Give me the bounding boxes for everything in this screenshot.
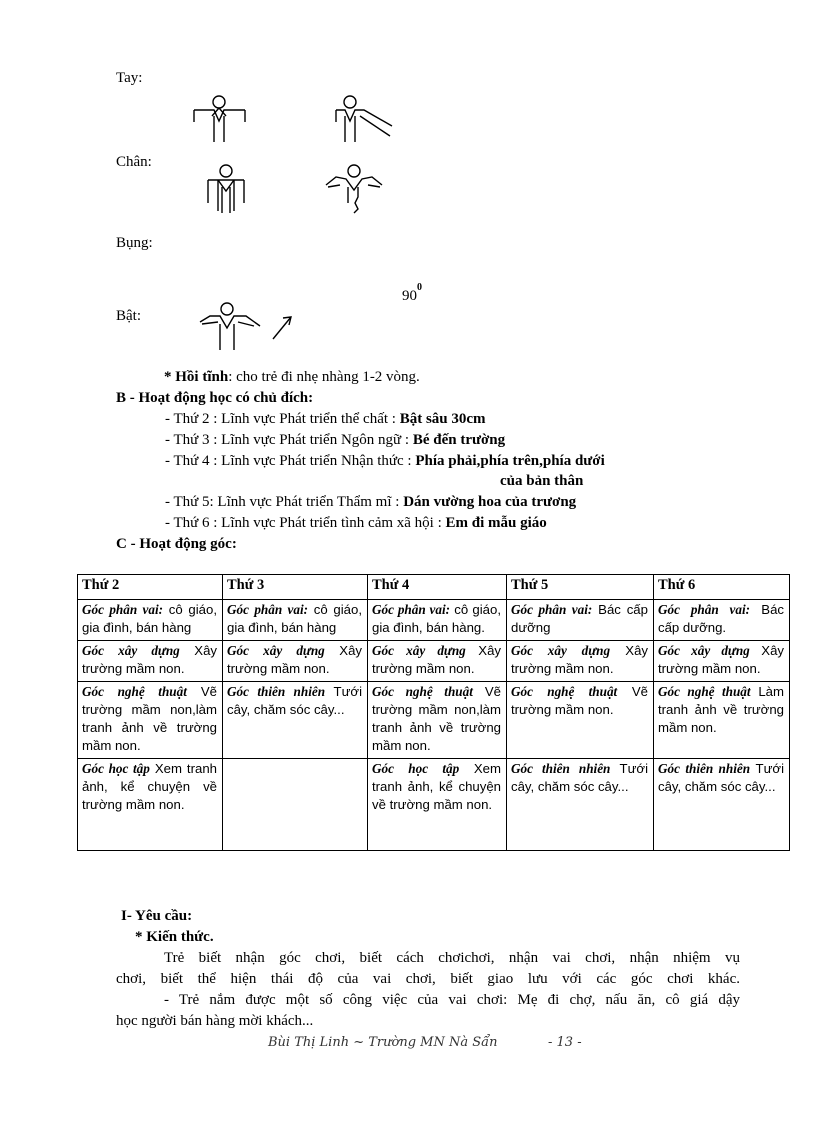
activity-item-topic: Dán vường hoa của trương <box>403 494 577 510</box>
corner-label: Góc phân vai: <box>82 602 164 617</box>
activity-item <box>165 432 505 449</box>
activity-item-domain: - Thứ 3 : Lĩnh vực Phát triển Ngôn ngữ : <box>165 432 413 448</box>
leg-exercise-figure-1-icon <box>200 163 250 217</box>
column-header: Thứ 6 <box>654 575 790 600</box>
requirements-title: I- Yêu cầu: <box>121 908 193 924</box>
exercise-label-bung: Bụng: <box>116 235 153 251</box>
table-cell <box>507 641 654 682</box>
section-b-title: B - Hoạt động học có chủ đích: <box>116 390 314 406</box>
table-cell <box>507 682 654 759</box>
column-header: Thứ 4 <box>368 575 507 600</box>
corner-label: Góc xây dựng <box>372 643 466 658</box>
corner-label: Góc nghệ thuật <box>658 684 751 699</box>
table-cell-empty <box>223 759 368 851</box>
cool-down-text: : cho trẻ đi nhẹ nhàng 1-2 vòng. <box>228 369 420 385</box>
corner-text: Xây trường mầm non. <box>227 643 362 676</box>
corner-text: Tưới cây, chăm sóc cây... <box>227 684 363 717</box>
table-cell <box>223 641 368 682</box>
table-cell <box>507 759 654 851</box>
corner-text: Xây trường mầm non. <box>511 643 649 676</box>
corner-text: Vẽ trường mầm non,làm tranh ảnh về trường mầm non. <box>372 684 501 753</box>
angle-label <box>402 282 422 305</box>
corner-label: Góc phân vai: <box>658 602 751 617</box>
table-cell <box>78 682 223 759</box>
corner-text: Xây trường mầm non. <box>372 643 501 676</box>
activity-item-domain: - Thứ 2 : Lĩnh vực Phát triển thể chất : <box>165 411 400 427</box>
corner-label: Góc thiên nhiên <box>511 761 611 776</box>
activity-item-domain: - Thứ 6 : Lĩnh vực Phát triển tình cảm xã hội : <box>165 515 446 531</box>
corner-text: Tưới cây, chăm sóc cây... <box>658 761 785 794</box>
corner-text: Vẽ trường mầm non. <box>511 684 648 717</box>
corner-text: Làm tranh ảnh về trường mầm non. <box>658 684 784 735</box>
exercise-label-tay: Tay: <box>116 70 143 86</box>
exercise-label-chan: Chân: <box>116 154 152 170</box>
table-cell <box>654 759 790 851</box>
corner-label: Góc nghệ thuật <box>372 684 473 699</box>
arm-exercise-figure-2-icon <box>330 94 398 148</box>
corner-text: Xem tranh ảnh, kể chuyện về trường mầm non. <box>372 761 502 812</box>
table-cell <box>368 600 507 641</box>
activity-item <box>165 515 547 532</box>
paragraph-line: Trẻ biết nhận góc chơi, biết cách chơichơi, nhận vai chơi, nhận nhiệm vụ <box>164 950 740 966</box>
table-cell <box>507 600 654 641</box>
table-cell <box>654 682 790 759</box>
corner-label: Góc xây dựng <box>511 643 611 658</box>
exercise-label-bat: Bật: <box>116 308 141 324</box>
table-cell <box>223 682 368 759</box>
corner-label: Góc phân vai: <box>372 602 451 617</box>
activity-item-domain: - Thứ 5: Lĩnh vực Phát triển Thẩm mĩ : <box>165 494 404 510</box>
corner-text: Xem tranh ảnh, kể chuyện về trường mầm non. <box>82 761 217 812</box>
table-row <box>78 682 790 759</box>
table-row <box>78 641 790 682</box>
cool-down-line <box>164 369 420 386</box>
activity-item <box>165 494 576 511</box>
angle-degree: 0 <box>417 282 422 293</box>
corner-label: Góc nghệ thuật <box>511 684 618 699</box>
section-c-title: C - Hoạt động góc: <box>116 536 237 552</box>
activity-item <box>165 453 605 470</box>
column-header: Thứ 5 <box>507 575 654 600</box>
corner-label: Góc xây dựng <box>82 643 180 658</box>
table-cell <box>368 759 507 851</box>
column-header: Thứ 2 <box>78 575 223 600</box>
activity-item-topic: Bé đến trường <box>412 432 506 448</box>
corner-text: Bác cấp dưỡng. <box>658 602 784 635</box>
corner-text: Vẽ trường mầm non,làm tranh ảnh về trường mầm non. <box>82 684 217 753</box>
corner-label: Góc xây dựng <box>658 643 750 658</box>
table-cell <box>368 641 507 682</box>
paragraph-line: - Trẻ nắm được một số công việc của vai chơi: Mẹ đi chợ, nấu ăn, cô giá dậy <box>164 992 740 1008</box>
table-header-row <box>78 575 790 600</box>
corner-text: cô giáo, gia đình, bán hàng <box>227 602 362 635</box>
leg-exercise-figure-2-icon <box>322 163 384 217</box>
activity-item-domain: - Thứ 4 : Lĩnh vực Phát triển Nhận thức : <box>165 453 416 469</box>
corner-text: Tưới cây, chăm sóc cây... <box>511 761 649 794</box>
paragraph-line: chơi, biết thể hiện thái độ của vai chơi, biết giao lưu với các góc chơi khác. <box>116 971 740 987</box>
cool-down-label: * Hồi tĩnh <box>164 369 229 385</box>
column-header: Thứ 3 <box>223 575 368 600</box>
corner-text: cô giáo, gia đình, bán hàng. <box>372 602 501 635</box>
footer-author: Bùi Thị Linh ~ Trường MN Nà Sẩn <box>268 1035 498 1050</box>
table-cell <box>78 759 223 851</box>
table-row <box>78 600 790 641</box>
knowledge-title: * Kiến thức. <box>135 929 214 945</box>
corner-text: Bác cấp dưỡng <box>511 602 648 635</box>
corner-label: Góc thiên nhiên <box>658 761 751 776</box>
corner-text: cô giáo, gia đình, bán hàng <box>82 602 217 635</box>
table-cell <box>78 600 223 641</box>
activity-item-topic: Phía phải,phía trên,phía dưới <box>415 453 605 469</box>
table-cell <box>654 600 790 641</box>
paragraph-line: học người bán hàng mời khách... <box>116 1013 314 1029</box>
corner-text: Xây trường mầm non. <box>658 643 784 676</box>
jump-exercise-figure-icon <box>198 300 270 354</box>
corner-label: Góc phân vai: <box>227 602 309 617</box>
corner-text: Xây trường mầm non. <box>82 643 217 676</box>
angle-value: 90 <box>402 288 417 304</box>
activity-item-topic: Bật sâu 30cm <box>399 411 486 427</box>
activity-item-topic-continued: của bản thân <box>500 473 584 489</box>
corner-label: Góc phân vai: <box>511 602 593 617</box>
table-cell <box>78 641 223 682</box>
activity-item-topic: Em đi mẫu giáo <box>445 515 547 531</box>
corner-label: Góc nghệ thuật <box>82 684 187 699</box>
arrow-icon <box>270 312 296 342</box>
table-cell <box>654 641 790 682</box>
activity-item <box>165 411 486 428</box>
arm-exercise-figure-1-icon <box>190 94 250 148</box>
corner-label: Góc học tập <box>372 761 460 776</box>
corner-activity-table <box>77 574 790 851</box>
table-row <box>78 759 790 851</box>
corner-label: Góc thiên nhiên <box>227 684 326 699</box>
corner-label: Góc học tập <box>82 761 150 776</box>
table-cell <box>368 682 507 759</box>
page-number: - 13 - <box>548 1035 582 1050</box>
table-cell <box>223 600 368 641</box>
corner-label: Góc xây dựng <box>227 643 325 658</box>
